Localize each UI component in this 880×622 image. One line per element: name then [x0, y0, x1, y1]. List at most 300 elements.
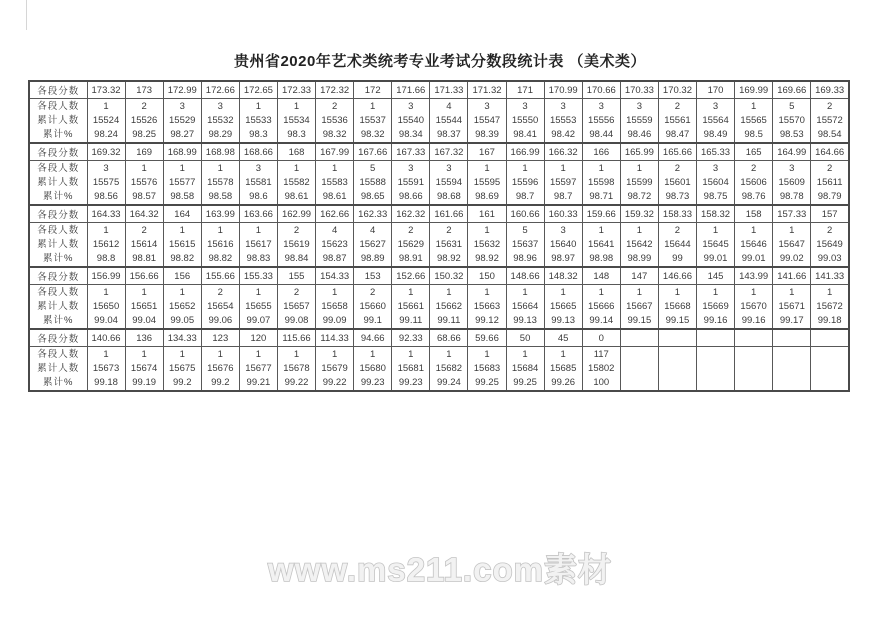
cumulative-value: 15642	[626, 238, 653, 250]
cumulative-value: 15615	[169, 238, 196, 250]
cumulative-value: 15606	[740, 176, 767, 188]
stats-cell	[430, 223, 468, 268]
cumulative-value: 15623	[321, 238, 348, 250]
percent-value: 99.13	[551, 314, 576, 326]
cumulative-value: 15596	[511, 176, 539, 188]
score-cell: 163.99	[201, 205, 239, 223]
score-cell: 161.66	[430, 205, 468, 223]
score-cell: 148.32	[544, 267, 582, 285]
score-cell	[773, 329, 811, 347]
score-cell: 163.66	[239, 205, 277, 223]
percent-value: 99.04	[94, 314, 118, 326]
cumulative-value: 15526	[130, 114, 158, 126]
percent-value: 98.84	[284, 252, 309, 264]
percent-value: 99.22	[284, 376, 309, 388]
cumulative-value: 15662	[435, 300, 463, 312]
score-cell: 160.66	[506, 205, 544, 223]
cumulative-value: 15658	[321, 300, 348, 312]
stats-cell	[658, 285, 696, 330]
score-cell: 147	[620, 267, 658, 285]
score-cell: 158	[735, 205, 773, 223]
percent-value: 98.99	[627, 252, 652, 264]
count-value: 2	[408, 224, 414, 236]
cumulative-value: 15673	[92, 362, 120, 374]
cumulative-value: 15532	[207, 114, 234, 126]
score-cell: 169.66	[773, 81, 811, 99]
percent-value: 98.81	[132, 252, 157, 264]
percent-value: 98.29	[208, 128, 233, 140]
score-cell: 171.33	[430, 81, 468, 99]
cumulative-value: 15604	[702, 176, 729, 188]
stats-cell	[582, 285, 620, 330]
stats-cell	[811, 99, 849, 144]
stats-cell	[163, 99, 201, 144]
score-row-label: 各段分数	[29, 81, 87, 99]
percent-value: 99.01	[703, 252, 728, 264]
stats-cell	[316, 161, 354, 206]
stats-cell	[468, 161, 506, 206]
stats-cell	[582, 161, 620, 206]
count-value: 2	[331, 100, 338, 112]
count-value: 1	[331, 162, 338, 174]
count-value: 1	[103, 286, 109, 298]
score-cell: 145	[697, 267, 735, 285]
cumulative-value: 15647	[778, 238, 805, 250]
stats-cell	[506, 347, 544, 392]
count-value: 3	[712, 162, 719, 174]
cumulative-value: 15612	[92, 238, 120, 250]
stats-cell	[468, 223, 506, 268]
stats-row	[29, 161, 849, 206]
score-row-label: 各段分数	[29, 143, 87, 161]
count-value	[811, 348, 848, 362]
score-cell: 162.99	[277, 205, 315, 223]
stats-cell	[735, 285, 773, 330]
stats-cell	[735, 223, 773, 268]
percent-value: 98.54	[817, 128, 842, 140]
cumulative-value: 15598	[588, 176, 615, 188]
count-value: 1	[522, 162, 528, 174]
stats-label-cumulative: 累计人数	[37, 238, 80, 250]
score-cell: 141.66	[773, 267, 811, 285]
score-cell: 156.66	[125, 267, 163, 285]
percent-value: 99.2	[172, 376, 192, 388]
percent-value: 99.23	[360, 376, 385, 388]
cumulative-value: 15678	[283, 362, 310, 374]
cumulative-value: 15570	[778, 114, 805, 126]
score-cell: 165	[735, 143, 773, 161]
count-value	[735, 348, 772, 362]
percent-value: 98.39	[475, 128, 499, 140]
score-cell: 134.33	[163, 329, 201, 347]
cumulative-value: 15591	[397, 176, 424, 188]
score-cell: 152.66	[392, 267, 430, 285]
count-value: 1	[560, 348, 566, 360]
percent-value: 99.1	[363, 314, 382, 326]
cumulative-value: 15597	[549, 176, 577, 188]
cumulative-value: 15533	[245, 114, 272, 126]
count-value: 5	[522, 224, 528, 236]
stats-cell	[201, 161, 239, 206]
stats-cell	[544, 161, 582, 206]
cumulative-value: 15802	[588, 362, 615, 374]
cumulative-value	[811, 362, 848, 376]
count-value: 2	[141, 100, 147, 112]
percent-value: 98.7	[515, 190, 535, 202]
percent-value: 99.25	[475, 376, 499, 388]
percent-value: 99.05	[170, 314, 195, 326]
percent-value: 99.08	[284, 314, 309, 326]
cumulative-value: 15614	[130, 238, 158, 250]
count-value: 1	[522, 348, 528, 360]
cumulative-value: 15675	[169, 362, 196, 374]
score-cell: 159.32	[620, 205, 658, 223]
percent-value	[735, 376, 772, 390]
stats-cell	[544, 347, 582, 392]
score-cell: 155.33	[239, 267, 277, 285]
page-title: 贵州省2020年艺术类统考专业考试分数段统计表 （美术类）	[233, 53, 647, 70]
cumulative-value: 15637	[511, 238, 539, 250]
count-value: 1	[598, 162, 604, 174]
cumulative-value: 15671	[778, 300, 805, 312]
cumulative-value: 15578	[207, 176, 234, 188]
percent-value: 98.49	[703, 128, 728, 140]
stats-cell	[239, 285, 277, 330]
cumulative-value: 15617	[245, 238, 272, 250]
stats-cell	[506, 285, 544, 330]
score-cell: 164.33	[87, 205, 125, 223]
count-value: 1	[484, 348, 490, 360]
count-value: 1	[179, 348, 185, 360]
cumulative-value: 15547	[473, 114, 501, 126]
stats-cell	[125, 161, 163, 206]
score-cell: 150.32	[430, 267, 468, 285]
stats-label-count: 各段人数	[37, 162, 80, 174]
percent-value: 98.27	[170, 128, 195, 140]
cumulative-value: 15657	[283, 300, 310, 312]
score-cell: 171.66	[392, 81, 430, 99]
score-cell: 170.66	[582, 81, 620, 99]
stats-label-percent: 累计%	[43, 190, 74, 202]
count-value: 1	[826, 286, 833, 298]
score-cell: 170.99	[544, 81, 582, 99]
score-cell	[658, 329, 696, 347]
score-cell: 0	[582, 329, 620, 347]
score-cell: 167.99	[316, 143, 354, 161]
count-value: 2	[370, 286, 376, 298]
count-value: 1	[484, 286, 490, 298]
score-cell: 172.33	[277, 81, 315, 99]
cumulative-value: 15641	[588, 238, 615, 250]
cumulative-value: 15556	[588, 114, 615, 126]
cumulative-value: 15581	[245, 176, 272, 188]
cumulative-value: 15594	[435, 176, 463, 188]
cumulative-value: 15588	[359, 176, 386, 188]
cumulative-value: 15660	[359, 300, 386, 312]
stats-cell	[125, 223, 163, 268]
percent-value: 98.79	[817, 190, 842, 202]
count-value: 1	[636, 286, 642, 298]
cumulative-value	[621, 362, 658, 376]
percent-value: 98.96	[513, 252, 537, 264]
count-value: 1	[141, 286, 147, 298]
score-cell: 169.33	[811, 81, 849, 99]
count-value: 1	[217, 224, 223, 236]
count-value: 5	[370, 162, 376, 174]
score-cell: 169.99	[735, 81, 773, 99]
score-cell: 172.66	[201, 81, 239, 99]
count-value: 1	[179, 162, 185, 174]
stats-label-percent: 累计%	[43, 128, 74, 140]
count-value: 5	[789, 100, 795, 112]
cumulative-value: 15619	[283, 238, 310, 250]
stats-cell	[430, 99, 468, 144]
percent-value: 99.26	[551, 376, 576, 388]
score-cell: 166.32	[544, 143, 582, 161]
stats-cell	[773, 347, 811, 392]
stats-label-count: 各段人数	[37, 224, 80, 236]
count-value: 2	[446, 224, 452, 236]
score-cell: 159.66	[582, 205, 620, 223]
stats-cell	[87, 347, 125, 392]
stats-row	[29, 223, 849, 268]
percent-value: 99.11	[437, 314, 461, 326]
count-value: 3	[522, 100, 528, 112]
stats-row-labels	[29, 285, 87, 330]
score-cell: 140.66	[87, 329, 125, 347]
score-cell: 172.65	[239, 81, 277, 99]
score-cell: 167.33	[392, 143, 430, 161]
cumulative-value: 15670	[740, 300, 767, 312]
stats-cell	[430, 285, 468, 330]
stats-cell	[697, 161, 735, 206]
cumulative-value: 15524	[92, 114, 120, 126]
count-value: 2	[674, 162, 681, 174]
cumulative-value: 15667	[626, 300, 653, 312]
score-cell	[735, 329, 773, 347]
stats-row	[29, 347, 849, 392]
percent-value: 98.34	[398, 128, 423, 140]
score-cell: 156	[163, 267, 201, 285]
percent-value: 98.61	[284, 190, 309, 202]
stats-label-cumulative: 累计人数	[37, 176, 80, 188]
stats-cell	[506, 161, 544, 206]
count-value: 1	[712, 286, 719, 298]
stats-cell	[354, 161, 392, 206]
score-row-label: 各段分数	[29, 267, 87, 285]
cumulative-value: 15652	[169, 300, 196, 312]
stats-cell	[316, 99, 354, 144]
score-cell	[697, 329, 735, 347]
stats-cell	[735, 161, 773, 206]
stats-cell	[316, 347, 354, 392]
score-cell: 162.33	[354, 205, 392, 223]
count-value: 1	[750, 224, 757, 236]
score-cell: 59.66	[468, 329, 506, 347]
percent-value	[697, 376, 734, 390]
percent-value: 98.82	[208, 252, 233, 264]
score-cell: 170	[697, 81, 735, 99]
cumulative-value: 15575	[92, 176, 120, 188]
count-value: 1	[484, 162, 490, 174]
stats-cell	[239, 99, 277, 144]
cumulative-value: 15669	[702, 300, 729, 312]
stats-cell	[239, 223, 277, 268]
count-value: 1	[141, 348, 147, 360]
scan-artifact-line	[26, 0, 27, 30]
score-cell: 173.32	[87, 81, 125, 99]
stats-cell	[773, 223, 811, 268]
cumulative-value: 15640	[549, 238, 577, 250]
cumulative-value: 15572	[816, 114, 843, 126]
count-value: 1	[446, 286, 452, 298]
cumulative-value: 15677	[245, 362, 272, 374]
stats-row-labels	[29, 223, 87, 268]
percent-value: 99.14	[589, 314, 614, 326]
stats-cell	[620, 99, 658, 144]
stats-cell	[430, 161, 468, 206]
percent-value: 98.69	[475, 190, 499, 202]
count-value: 2	[217, 286, 223, 298]
percent-value: 99.02	[779, 252, 804, 264]
stats-cell	[163, 285, 201, 330]
cumulative-value: 15661	[397, 300, 424, 312]
stats-cell	[316, 223, 354, 268]
score-cell: 170.33	[620, 81, 658, 99]
cumulative-value: 15676	[207, 362, 234, 374]
score-cell: 141.33	[811, 267, 849, 285]
cumulative-value: 15540	[397, 114, 424, 126]
score-cell: 148.66	[506, 267, 544, 285]
percent-value: 98.47	[665, 128, 690, 140]
cumulative-value: 15609	[778, 176, 805, 188]
score-cell: 164.32	[125, 205, 163, 223]
cumulative-value: 15674	[130, 362, 158, 374]
percent-value: 98.72	[627, 190, 652, 202]
score-cell: 161	[468, 205, 506, 223]
cumulative-value: 15679	[321, 362, 348, 374]
score-cell	[620, 329, 658, 347]
count-value: 3	[560, 100, 566, 112]
percent-value: 98.24	[94, 128, 118, 140]
percent-value: 99.18	[817, 314, 842, 326]
cumulative-value: 15655	[245, 300, 272, 312]
count-value: 1	[446, 348, 452, 360]
count-value: 1	[370, 100, 376, 112]
score-cell: 157.33	[773, 205, 811, 223]
percent-value: 98.44	[589, 128, 614, 140]
score-cell: 120	[239, 329, 277, 347]
percent-value: 98.37	[437, 128, 461, 140]
score-cell: 168	[277, 143, 315, 161]
stats-cell	[773, 99, 811, 144]
count-value: 3	[408, 162, 414, 174]
cumulative-value: 15553	[549, 114, 577, 126]
count-value: 1	[255, 100, 262, 112]
percent-value: 99.01	[741, 252, 766, 264]
count-value: 1	[141, 162, 147, 174]
cumulative-value: 15561	[664, 114, 691, 126]
count-value: 3	[408, 100, 414, 112]
count-value: 3	[484, 100, 490, 112]
score-cell: 94.66	[354, 329, 392, 347]
count-value: 2	[293, 286, 300, 298]
stats-label-cumulative: 累计人数	[37, 362, 80, 374]
stats-label-count: 各段人数	[37, 348, 80, 360]
percent-value	[811, 376, 848, 390]
count-value: 1	[408, 286, 414, 298]
score-cell: 160.33	[544, 205, 582, 223]
count-value: 1	[789, 224, 795, 236]
stats-cell	[277, 161, 315, 206]
stats-cell	[87, 285, 125, 330]
score-cell: 150	[468, 267, 506, 285]
cumulative-value: 15537	[359, 114, 386, 126]
stats-cell	[277, 223, 315, 268]
score-row-label: 各段分数	[29, 329, 87, 347]
count-value: 1	[408, 348, 414, 360]
stats-row-labels	[29, 161, 87, 206]
percent-value: 99.15	[665, 314, 690, 326]
cumulative-value: 15583	[321, 176, 348, 188]
percent-value	[659, 376, 696, 390]
cumulative-value: 15536	[321, 114, 348, 126]
cumulative-value: 15646	[740, 238, 767, 250]
score-cell: 68.66	[430, 329, 468, 347]
score-cell: 172.32	[316, 81, 354, 99]
count-value: 3	[255, 162, 262, 174]
score-cell: 155.66	[201, 267, 239, 285]
count-value: 1	[103, 224, 109, 236]
percent-value: 98.97	[551, 252, 576, 264]
count-value: 3	[446, 162, 452, 174]
score-cell: 167.66	[354, 143, 392, 161]
count-value: 1	[331, 286, 338, 298]
count-value: 4	[331, 224, 338, 236]
stats-cell	[773, 285, 811, 330]
percent-value: 99.09	[322, 314, 347, 326]
score-cell: 164	[163, 205, 201, 223]
percent-value	[621, 376, 658, 390]
cumulative-value: 15683	[473, 362, 501, 374]
stats-cell	[87, 161, 125, 206]
score-cell: 173	[125, 81, 163, 99]
percent-value: 98.92	[437, 252, 461, 264]
stats-row	[29, 285, 849, 330]
score-cell: 172.99	[163, 81, 201, 99]
percent-value: 98.87	[322, 252, 347, 264]
score-cell: 146.66	[658, 267, 696, 285]
stats-cell	[620, 347, 658, 392]
count-value: 1	[217, 162, 223, 174]
count-value: 1	[255, 348, 262, 360]
stats-cell	[277, 285, 315, 330]
score-cell: 166	[582, 143, 620, 161]
stats-cell	[392, 99, 430, 144]
percent-value: 98.46	[627, 128, 652, 140]
score-cell: 143.99	[735, 267, 773, 285]
percent-value: 98.98	[589, 252, 614, 264]
count-value: 1	[179, 224, 185, 236]
count-value: 1	[560, 162, 566, 174]
stats-cell	[620, 223, 658, 268]
count-value: 1	[636, 162, 642, 174]
stats-cell	[316, 285, 354, 330]
score-row	[29, 329, 849, 347]
stats-cell	[392, 285, 430, 330]
cumulative-value: 15544	[435, 114, 463, 126]
percent-value: 98.32	[322, 128, 347, 140]
